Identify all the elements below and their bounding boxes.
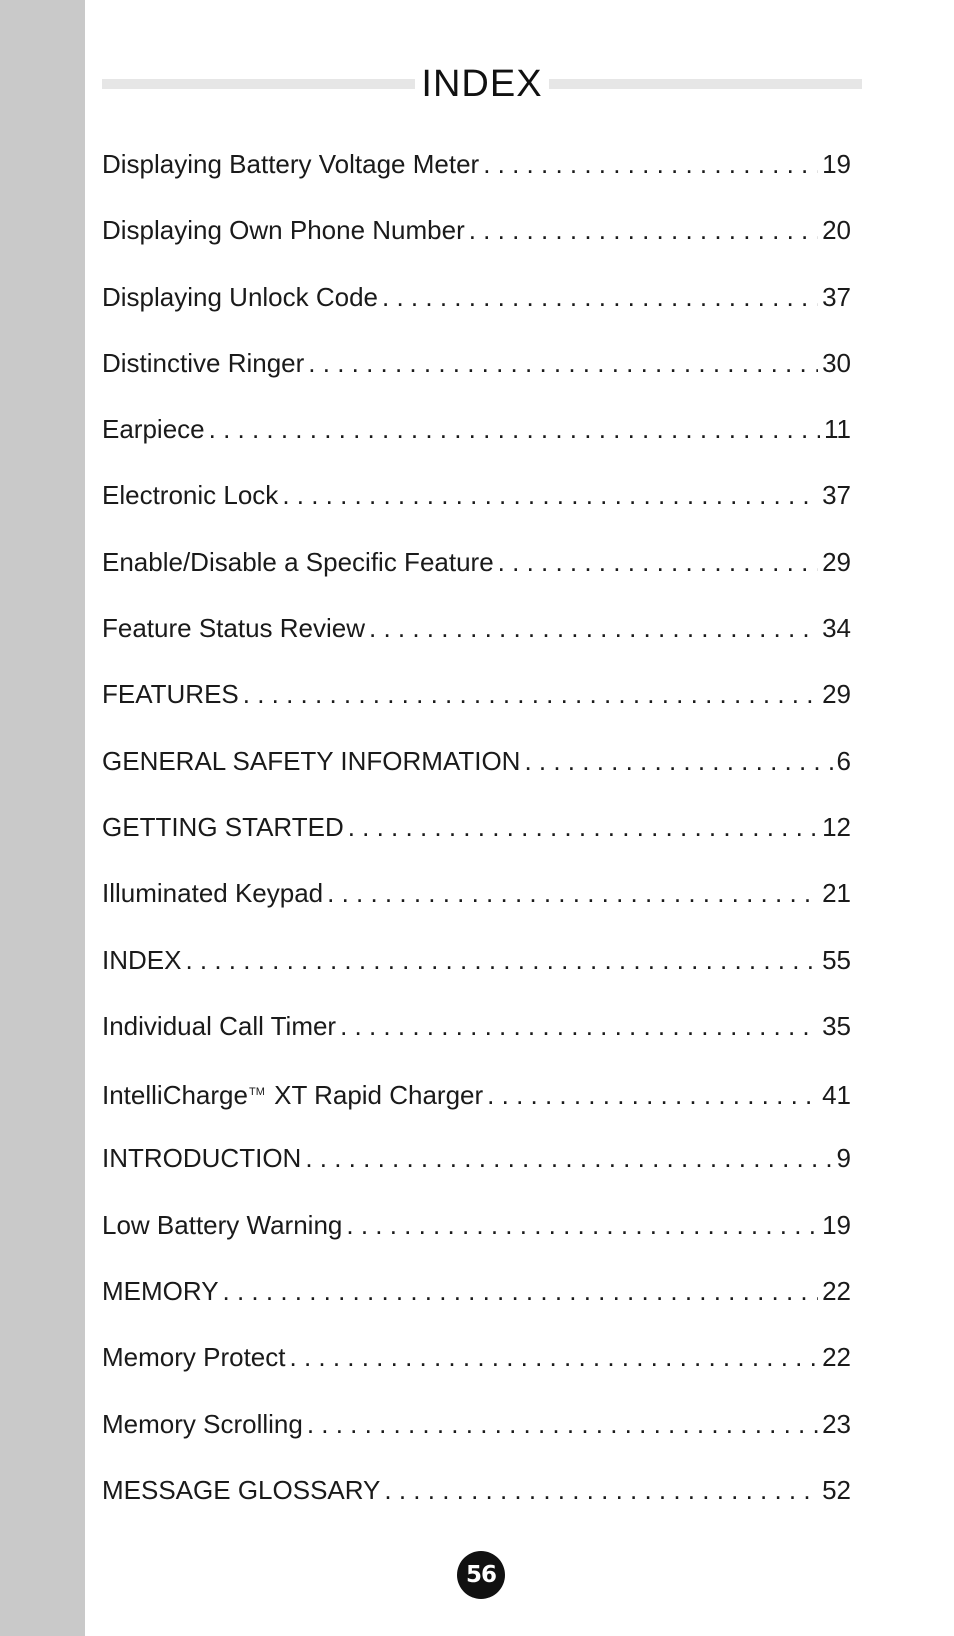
entry-label: FEATURES [102,679,239,710]
entry-label: Electronic Lock [102,480,279,511]
entry-page-number: 12 [822,811,851,842]
page-number-badge: 56 [457,1551,505,1599]
entry-leader-dots [369,595,818,661]
index-entry [102,529,851,595]
index-entry [102,396,851,462]
entry-page-number: 22 [822,1276,851,1307]
trademark-mark: TM [248,1086,265,1099]
index-entry [102,1192,851,1258]
entry-label: INTRODUCTION [102,1143,302,1174]
entry-leader-dots [498,529,818,595]
entry-page-number: 19 [822,1209,851,1240]
entry-label: Displaying Own Phone Number [102,215,465,246]
entry-page-number: 20 [822,215,851,246]
entry-leader-dots [487,1062,818,1125]
page-header [102,60,862,108]
index-entry [102,595,851,661]
entry-leader-dots [348,794,818,860]
entry-label: INDEX [102,944,182,975]
index-entry [102,1324,851,1390]
index-list [102,131,851,1523]
entry-label: Displaying Battery Voltage Meter [102,149,480,179]
entry-page-number: 19 [822,149,851,179]
entry-page-number: 23 [822,1408,851,1439]
entry-label: Feature Status Review [102,613,366,644]
index-entry [102,330,851,396]
entry-leader-dots [384,1457,818,1523]
entry-label: Enable/Disable a Specific Feature [102,546,494,577]
entry-label: Memory Scrolling [102,1408,303,1439]
entry-leader-dots [340,993,818,1059]
page-side-bar [0,0,85,1636]
entry-page-number: 9 [836,1143,851,1174]
index-entry [102,661,851,727]
index-entry [102,1258,851,1324]
entry-page-number: 41 [822,1080,851,1111]
entry-label: Illuminated Keypad [102,878,324,909]
index-entry [102,1125,851,1191]
index-entry [102,1457,851,1523]
entry-leader-dots [223,1258,819,1324]
entry-leader-dots [185,927,818,993]
entry-label-suffix: XT Rapid Charger [266,1080,484,1111]
entry-page-number: 11 [824,414,851,445]
entry-page-number: 34 [822,613,851,644]
entry-leader-dots [524,728,832,794]
entry-leader-dots [243,661,818,727]
index-entry [102,264,851,330]
entry-leader-dots [308,330,818,396]
entry-leader-dots [290,1324,819,1390]
entry-label: MESSAGE GLOSSARY [102,1474,381,1505]
index-entry [102,993,851,1059]
index-entry [102,131,851,197]
entry-page-number: 30 [822,347,851,378]
entry-label: MEMORY [102,1276,219,1307]
index-entry [102,860,851,926]
entry-page-number: 21 [822,878,851,909]
entry-page-number: 22 [822,1342,851,1373]
entry-page-number: 6 [836,745,851,776]
entry-leader-dots [469,197,818,263]
entry-label: GETTING STARTED [102,811,344,842]
entry-page-number: 37 [822,281,851,312]
index-entry [102,1391,851,1457]
entry-page-number: 29 [822,546,851,577]
entry-page-number: 37 [822,480,851,511]
entry-page-number: 35 [822,1010,851,1041]
page-title-text: INDEX [415,63,548,105]
entry-leader-dots [282,462,818,528]
entry-leader-dots [483,131,818,197]
entry-leader-dots [346,1192,818,1258]
entry-label: GENERAL SAFETY INFORMATION [102,745,521,776]
entry-label: Distinctive Ringer [102,347,305,378]
entry-leader-dots [382,264,818,330]
index-entry [102,1059,851,1125]
index-entry [102,728,851,794]
entry-label: Earpiece [102,414,205,445]
entry-label: Displaying Unlock Code [102,281,379,312]
entry-page-number: 55 [822,944,851,975]
entry-leader-dots [307,1391,818,1457]
entry-page-number: 52 [822,1474,851,1505]
entry-leader-dots [305,1125,832,1191]
entry-label-text: IntelliCharge [102,1080,248,1111]
entry-label: Memory Protect [102,1342,286,1373]
entry-leader-dots [327,860,818,926]
entry-page-number: 29 [822,679,851,710]
index-entry [102,197,851,263]
index-entry [102,794,851,860]
index-entry [102,462,851,528]
entry-leader-dots [209,396,820,462]
entry-label: Low Battery Warning [102,1209,343,1240]
page-title [102,60,862,108]
index-entry [102,927,851,993]
entry-label: Individual Call Timer [102,1010,337,1041]
entry-label [102,1059,483,1125]
